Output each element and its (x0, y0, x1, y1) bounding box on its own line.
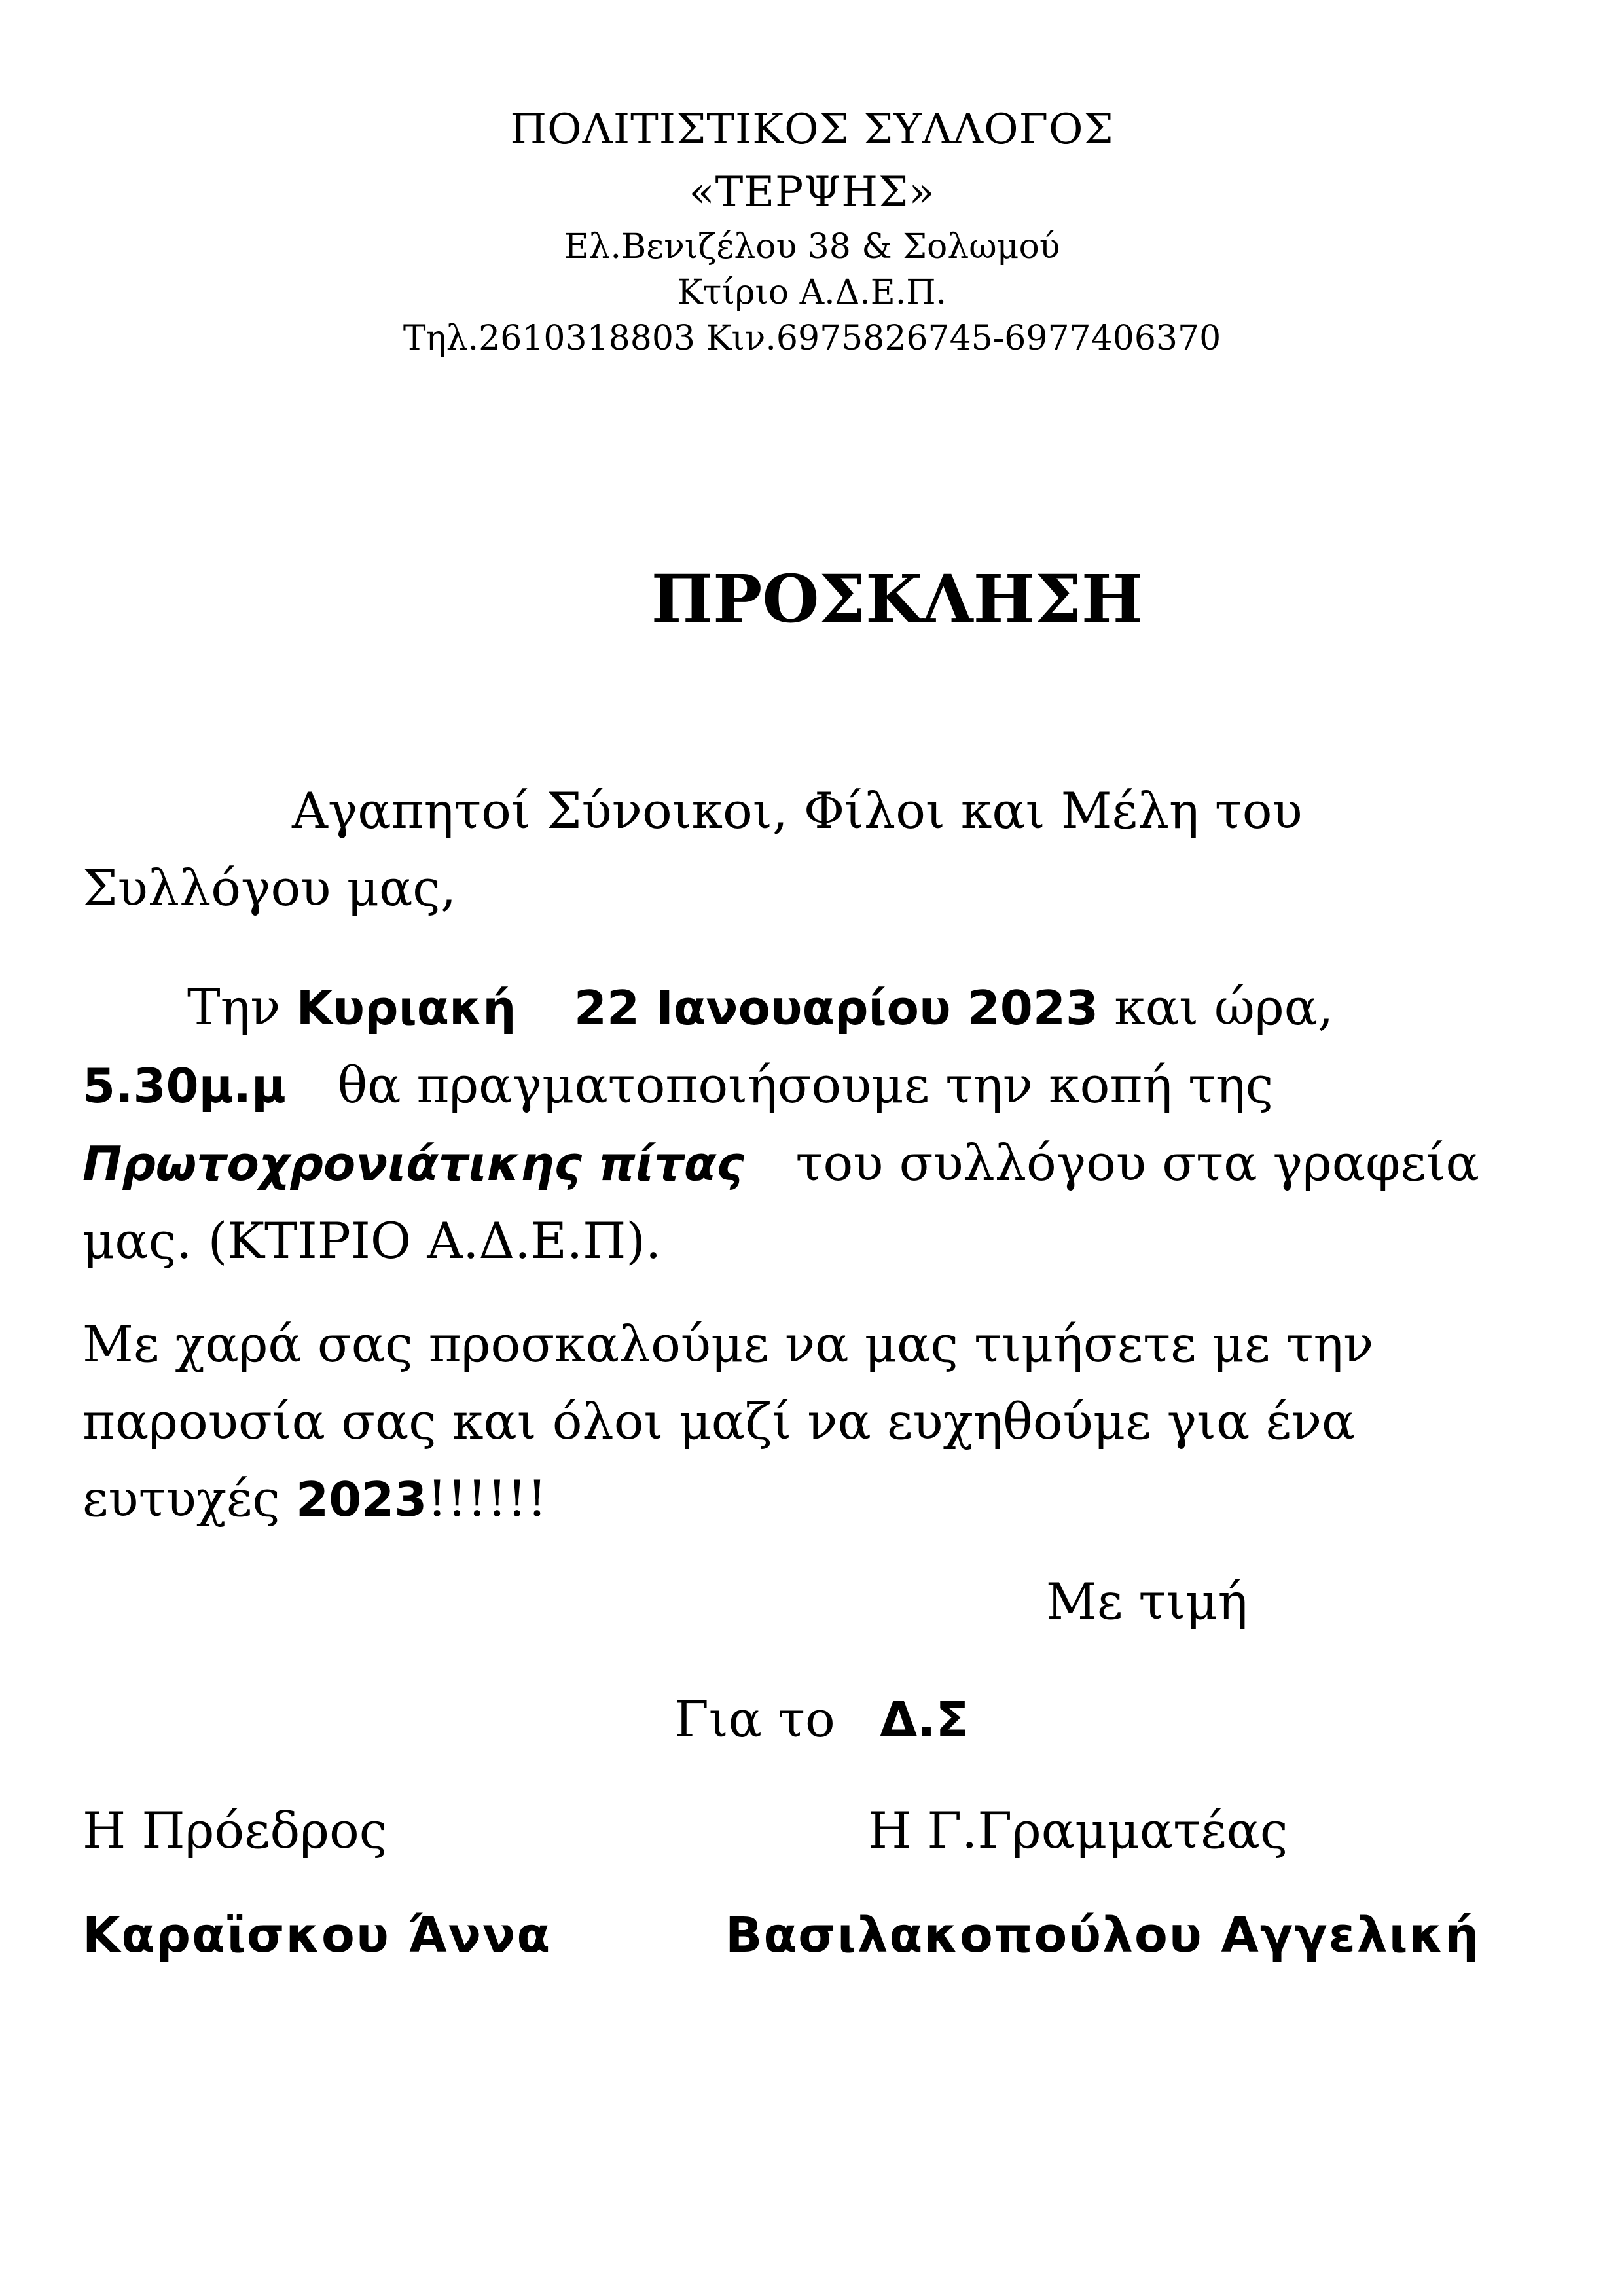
invite-line-3 (82, 1460, 1523, 1538)
org-building: Κτίριο Α.Δ.Ε.Π. (677, 273, 947, 312)
org-name: ΠΟΛΙΤΙΣΤΙΚΟΣ ΣΥΛΛΟΓΟΣ (510, 105, 1114, 154)
closing-board (674, 1683, 969, 1756)
greeting-line-2: Συλλόγου μας, (82, 859, 457, 917)
closing-honor: Με τιμή (1046, 1572, 1248, 1630)
event-text-2: του συλλόγου στα γραφεία (795, 1134, 1479, 1192)
document-title: ΠΡΟΣΚΛΗΣΗ (651, 560, 1144, 637)
secretary-role: Η Γ.Γραμματέας (868, 1801, 1288, 1859)
event-intro: Την (187, 978, 281, 1036)
closing-board-abbr: Δ.Σ (880, 1692, 969, 1748)
greeting-line-1: Αγαπητοί Σύνοικοι, Φίλοι και Μέλη του (292, 781, 1303, 840)
invite-year: 2023 (295, 1472, 427, 1527)
event-day: Κυριακή (296, 980, 516, 1035)
org-phones: Τηλ.2610318803 Κιν.6975826745-6977406370 (403, 319, 1221, 358)
event-line-4: μας. (ΚΤΙΡΙΟ Α.Δ.Ε.Π). (82, 1211, 662, 1270)
letterhead (0, 98, 1624, 361)
event-text-1: θα πραγματοποιήσουμε την κοπή της (337, 1056, 1274, 1114)
org-title: «ΤΕΡΨΗΣ» (689, 168, 935, 217)
president-name: Καραϊσκου Άννα (82, 1907, 552, 1964)
president-role: Η Πρόεδρος (82, 1801, 388, 1859)
secretary-name: Βασιλακοπούλου Αγγελική (725, 1907, 1481, 1964)
invite-line-1: Με χαρά σας προσκαλούμε να μας τιμήσετε με την (82, 1315, 1374, 1373)
invite-paragraph (82, 1306, 1523, 1538)
event-date: 22 Ιανουαρίου 2023 (573, 980, 1099, 1035)
closing-for-label: Για το (674, 1690, 835, 1748)
invite-prefix: ευτυχές (82, 1469, 280, 1528)
event-time-label: και ώρα, (1114, 978, 1334, 1036)
event-line-2 (82, 1047, 1523, 1124)
invite-line-2: παρουσία σας και όλοι μαζί να ευχηθούμε για ένα (82, 1392, 1356, 1450)
event-cake: Πρωτοχρονιάτικης πίτας (82, 1136, 745, 1191)
event-paragraph (82, 969, 1523, 1280)
org-address: Ελ.Βενιζέλου 38 & Σολωμού (564, 227, 1060, 266)
greeting-paragraph (82, 772, 1523, 927)
event-line-3 (82, 1124, 1523, 1202)
invite-exclaim: !!!!!! (427, 1469, 547, 1528)
event-line-1 (82, 969, 1523, 1047)
event-time: 5.30μ.μ (82, 1058, 286, 1113)
